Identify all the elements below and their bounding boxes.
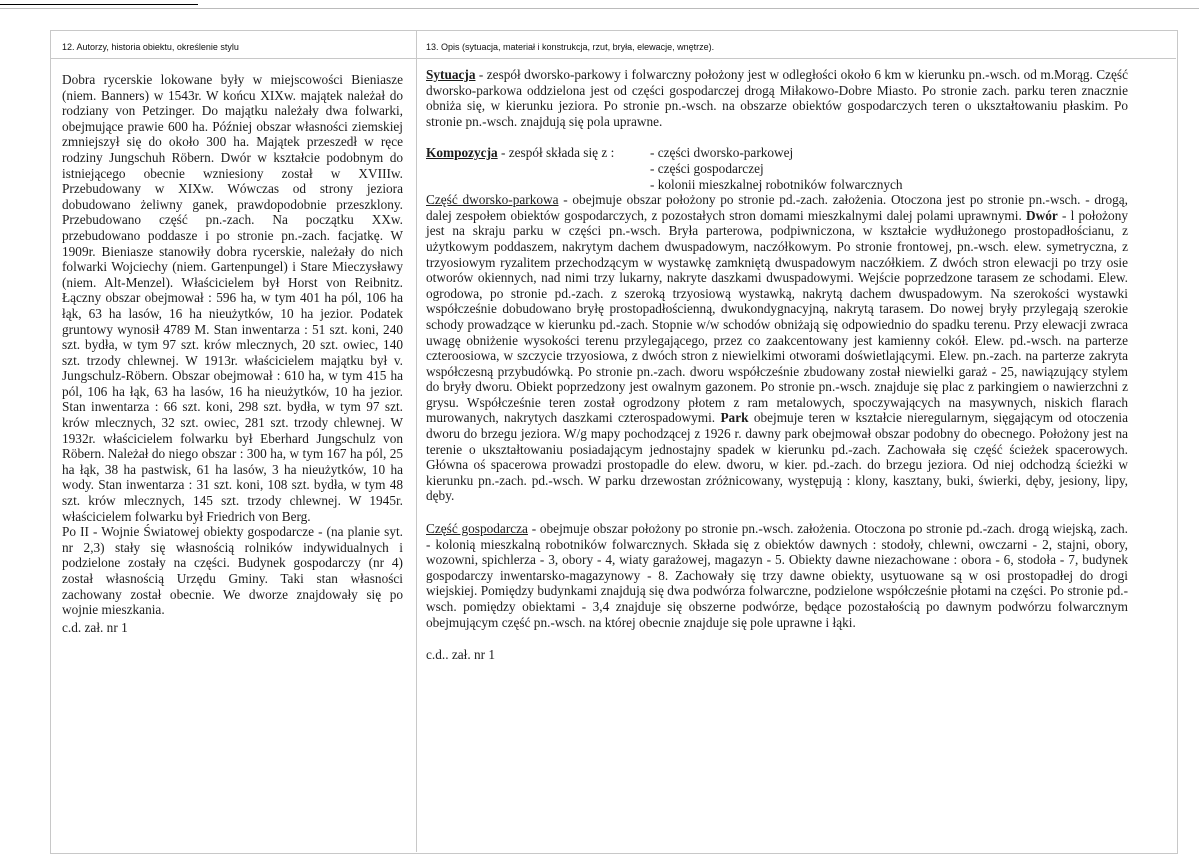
dworsko-parkowa-paragraph — [426, 192, 1128, 504]
dworsko-text-1: - obejmuje obszar położony po stronie pd.-zach. założenia. Otoczona jest po stronie pn.-wsch. - drogą, dalej zespołem obiektów gospodarczych, z pozostałych stron domami mieszkalnymi dalej polami uprawnymi. — [426, 192, 1128, 223]
dworsko-text-3: obejmuje teren w kształcie nieregularnym, sięgającym od otoczenia dworu do brzegu jeziora. W/g mapy pochodzącej z 1926 r. dawny park obejmował obszar podobny do obecnego. Położony jest na terenie o ukształtowaniu posiadającym jednostajny spadek w kierunku pd.-zach. Zachowała się część ścieżek spacerowych. Główna oś spacerowa prowadzi prostopadle do elew. dworu, w kier. pd.-zach. do brzegu jeziora. Od niej odchodzą ścieżki w kierunku pn.-zach. pd.-wsch. W parku drzewostan zróżnicowany, występują : klony, kasztany, buki, świerki, dęby, jesiony, lipy, dęby. — [426, 410, 1128, 504]
paragraph-gap — [426, 504, 1128, 521]
sytuacja-label: Sytuacja — [426, 67, 476, 82]
park-label: Park — [720, 410, 749, 426]
kompozycja-list — [650, 145, 903, 192]
history-paragraph-2: Po II - Wojnie Światowej obiekty gospodarcze - (na planie syt. nr 2,3) stały się własnością rolników indywidualnych i podzielone zostały na części. Budynek gospodarczy (nr 4) został własnością Urzędu Gminy. Taki stan własności zachowany został obecnie. We dworze znajdowały się po wojnie mieszkania. — [62, 524, 403, 618]
kompozycja-label: Kompozycja — [426, 145, 498, 161]
sytuacja-text: - zespół dworsko-parkowy i folwarczny położony jest w odległości około 6 km w kierunku pn.-wsch. od m.Morąg. Część dworsko-parkowa oddzielona jest od części gospodarczej drogą Miłakowo-Dobre Miasto. Po stronie zach. parku teren znacznie obniża się, w kierunku jeziora. Po stronie pn.-wsch. na obszarze obiektów gospodarczych teren o ukształtowaniu płaskim. Po stronie pn.-wsch. znajdują się pola uprawne. — [426, 67, 1128, 129]
kompozycja-text: - zespół składa się z : — [497, 145, 615, 161]
dworsko-label: Część dworsko-parkowa — [426, 192, 559, 208]
top-rule-short — [0, 0, 198, 5]
gospodarcza-label: Część gospodarcza — [426, 521, 528, 537]
kompozycja-block — [426, 145, 1128, 192]
sytuacja-paragraph — [426, 67, 1128, 129]
right-header-rule — [417, 58, 1176, 59]
paragraph-gap — [426, 630, 1128, 647]
top-rule-long — [0, 8, 1199, 9]
left-section-title: 12. Autorzy, historia obiektu, określenie stylu — [62, 42, 239, 52]
left-header-rule — [50, 58, 416, 59]
kompozycja-item: - kolonii mieszkalnej robotników folwarcznych — [650, 176, 903, 192]
kompozycja-item: - części dworsko-parkowej — [650, 145, 794, 161]
dwor-label: Dwór — [1025, 207, 1058, 223]
history-column — [62, 72, 403, 635]
column-divider — [416, 30, 417, 852]
right-section-title: 13. Opis (sytuacja, materiał i konstrukcja, rzut, bryła, elewacje, wnętrze). — [426, 42, 715, 52]
kompozycja-item: - części gospodarczej — [650, 160, 764, 176]
dworsko-text-2: - l położony jest na skraju parku w części pn.-wsch. Bryła parterowa, podpiwniczona, w kształcie wydłużonego prostopadłościanu, z użytkowym poddaszem, nakrytym dachem dwuspadowym, naczółkowym. Po stronie frontowej, pn.-wsch. elew. symetryczna, z trzyosiowym ryzalitem przechodzącym w wystawkę zamkniętą dwuspadowym naczółkiem. Z dwóch stron elewacji po trzy osie otworów okiennych, nad nimi trzy lukarny, nakryte daszkami dwuspadowymi. Wejście poprzedzone tarasem ze schodami. Elew. ogrodowa, po stronie pd.-zach. z szeroką trzyosiową wystawką, nakrytą dachem dwuspadowym. Na szerokości wystawki współcześnie dobudowano bryłę prostopadłościenną, dwukondygnacyjną, nakrytą tarasem. Do nowej bryły przylegają szerokie schody prowadzące w kierunku pd.-zach. Stopnie w/w schodów obniżają się odpowiednio do spadku terenu. Przy elewacji zwraca uwagę obniżenie wysokości terenu przylegającego, przez co zaakcentowany jest kamienny cokół. Elew. pd.-wsch. na parterze czteroosiowa, w szczycie trzyosiowa, z dwóch stron z niewielkimi otworami doświetlającymi. Elew. pn.-zach. na parterze zakryta współczesną przybudówką. Po stronie pn.-zach. dworu współcześnie zbudowany został niewielki garaż - 25, nawiązujący stylem do bryły dworu. Obiekt poprzedzony jest owalnym gazonem. Po stronie pn.-wsch. znajduje się plac z parkingiem o nawierzchni z grysu. Współcześnie teren został ogrodzony płotem z ram metalowych, spoczywających na masywnych, niskich flarach murowanych, nakrytych daszkami czterospadowymi. — [426, 207, 1128, 426]
gospodarcza-text: - obejmuje obszar położony po stronie pn.-wsch. założenia. Otoczona po stronie pd.-zach. drogą wiejską, zach. - kolonią mieszkalną robotników folwarcznych. Składa się z obiektów dawnych : stodoły, chlewni, owczarni - 2, stajni, obory, wozowni, spichlerza - 3, obory - 4, wiaty garażowej, magazyn - 5. Obiekty dawne niezachowane : obora - 6, stodoła - 7, budynek gospodarczy inwentarsko-magazynowy - 8. Zachowały się trzy dawne obiekty, usytuowane są w osi prostopadłej do drogi wiejskiej. Pomiędzy budynkami znajdują się dwa podwórza folwarczne, podzielone współcześnie płotami na części. Po stronie pd.-wsch. pomiędzy obiektami - 3,4 znajduje się obszerne podwórze, będące pozostałością po dawnym podwórzu folwarcznym obejmującym część pn.-wsch. na której obecnie znajduje się pole uprawne i łąki. — [426, 521, 1128, 630]
history-paragraph-1: Dobra rycerskie lokowane były w miejscowości Bieniasze (niem. Banners) w 1543r. W końcu XIXw. majątek należał do rodziany von Petzinger. Do majątku należały dwa folwarki, obejmujące prawie 600 ha. Później obszar własności ziemskiej zmniejszył się do około 300 ha. Majątek przeszedł w ręce rodziny Jungschuh Röbern. Dwór w kształcie podobnym do istniejącego obecnie wzniesiony został w XVIIIw. Przebudowany w XIXw. Wówczas od strony jeziora dobudowano żeliwny ganek, prawdopodobnie przeszklony. Przebudowano część pn.-zach. Na początku XXw. przebudowano poddasze i po stronie pn.-zach. facjatkę. W 1909r. Bieniasze stanowiły dobra rycerskie, należały do nich folwarki Wojciechy (niem. Gartenpungel) i Stare Mieczysławy (niem. Alt-Menzel). Właścicielem był Horst von Reibnitz. Łączny obszar obejmował : 596 ha, w tym 401 ha pól, 106 ha łąk, 63 ha lasów, 16 ha nieużytków, 10 ha jezior. Podatek gruntowy wynosił 4789 M. Stan inwentarza : 51 szt. koni, 240 szt. bydła, w tym 97 szt. krów mlecznych, 20 szt. owiec, 140 szt. trzody chlewnej. W 1913r. właścicielem majątku był v. Jungschulz-Röbern. Obszar obejmował : 610 ha, w tym 415 ha pól, 106 ha łąk, 63 ha lasów, 16 ha nieużytków, 10 ha jezior. Stan inwentarza : 66 szt. koni, 298 szt. bydła, w tym 97 szt. krów mlecznych, 32 szt. owiec, 281 szt. trzody chlewnej. W 1932r. właścicielem folwarku był Eberhard Jungschulz von Röbern. Należał do niego obszar : 300 ha, w tym 167 ha pól, 25 ha łąk, 38 ha pastwisk, 61 ha lasów, 3 ha nieużytków, 10 ha wody. Stan inwentarza : 31 szt. koni, 108 szt. bydła, w tym 48 szt. krów mlecznych, 145 szt. trzody chlewnej. W 1945r. właścicielem folwarku był Friedrich von Berg. — [62, 72, 403, 524]
history-continuation: c.d. zał. nr 1 — [62, 619, 128, 635]
kompozycja-intro — [426, 145, 650, 192]
gospodarcza-paragraph — [426, 521, 1128, 630]
description-column — [426, 67, 1128, 663]
description-continuation: c.d.. zał. nr 1 — [426, 647, 496, 663]
top-rule — [0, 0, 1199, 10]
